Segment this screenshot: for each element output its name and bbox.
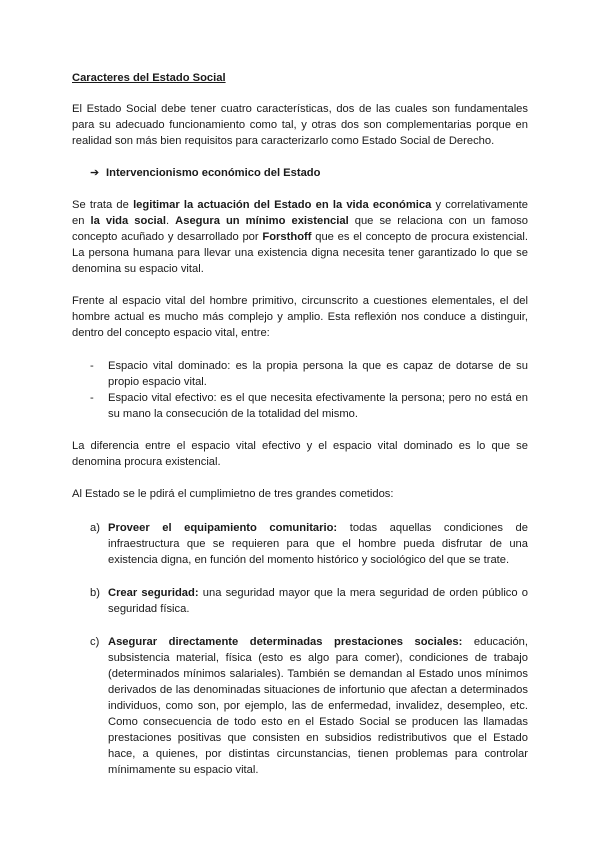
list-marker: b) [90,587,100,599]
list-item [72,634,528,778]
bold-run: legitimar la actuación del Estado en la vida económica [133,199,432,211]
list-marker: c) [90,636,100,648]
bold-run: Proveer el equipamiento comunitario: [108,522,338,534]
bold-run: Asegura un mínimo existencial [175,215,349,227]
dash-list [72,358,528,422]
list-marker: a) [90,522,100,534]
list-item [72,520,528,568]
list-item-text [108,520,528,568]
list-item-text [108,585,528,617]
bold-run: Asegurar directamente determinadas prestaciones sociales: [108,636,463,648]
alpha-list [72,520,528,778]
paragraph-legitimar [72,197,528,277]
text-run: todas aquellas condiciones de infraestructura que se requieren para que el hombre pueda disfrutar de una existencia digna, en función del momento histórico y sociológico del que se trate. [108,522,528,566]
text-run: que es el concepto de procura existencial. La persona humana para llevar una existencia digna necesita tener garantizado lo que se denomina su espacio vital. [72,231,528,275]
arrow-icon: ➔ [90,167,100,179]
section-heading-text: Intervencionismo económico del Estado [106,167,321,179]
text-run: que se relaciona con un famoso concepto acuñado y desarrollado por [72,215,528,243]
paragraph-cometidos: Al Estado se le pdirá el cumplimietno de tres grandes cometidos: [72,488,394,500]
list-item [72,390,528,422]
paragraph-espacio-vital: Frente al espacio vital del hombre primitivo, circunscrito a cuestiones elementales, el del hombre actual es mucho más complejo y amplio. Esta reflexión nos conduce a distinguir, dentro del concepto espacio vital, entre: [72,295,528,339]
list-item [72,585,528,617]
paragraph-diferencia: La diferencia entre el espacio vital efectivo y el espacio vital dominado es lo que se denomina procura existencial. [72,440,528,468]
bold-run: Crear seguridad: [108,587,199,599]
list-item [72,358,528,390]
intro-paragraph: El Estado Social debe tener cuatro características, dos de las cuales son fundamentales para su adecuado funcionamiento como tal, y otras dos son complementarias porque en realidad son más bien requisitos para caracterizarlo como Estado Social de Derecho. [72,103,528,147]
bold-run: Forsthoff [262,231,312,243]
text-run: . [166,215,176,227]
page-title: Caracteres del Estado Social [72,72,226,84]
text-run: educación, subsistencia material, física (esto es algo para comer), condiciones de trabajo (determinados mínimos salariales). También se demandan al Estado unos mínimos derivados de las denominadas situaciones de infortunio que afectan a determinados individuos, como son, por ejemplo, las de enfermedad, invalidez, desempleo, etc. Como consecuencia de todo esto en el Estado Social se producen las llamadas prestaciones positivas que consisten en subsidios redistributivos que el Estado hace, a quienes, por distintas circunstancias, tienen problemas para controlar mínimamente su espacio vital. [108,636,528,776]
list-item-text: Espacio vital efectivo: es el que necesita efectivamente la persona; pero no está en su mano la consecución de la totalidad del mismo. [108,392,528,420]
list-item-text: Espacio vital dominado: es la propia persona la que es capaz de dotarse de su propio espacio vital. [108,360,528,388]
bold-run: la vida social [90,215,166,227]
list-item-text [108,634,528,778]
text-run: Se trata de [72,199,134,211]
list-marker: - [90,360,94,372]
text-run: una seguridad mayor que la mera seguridad de orden público o seguridad física. [108,587,529,615]
list-marker: - [90,392,94,404]
text-run: y correlativamente en [72,199,529,227]
section-heading [90,165,528,181]
